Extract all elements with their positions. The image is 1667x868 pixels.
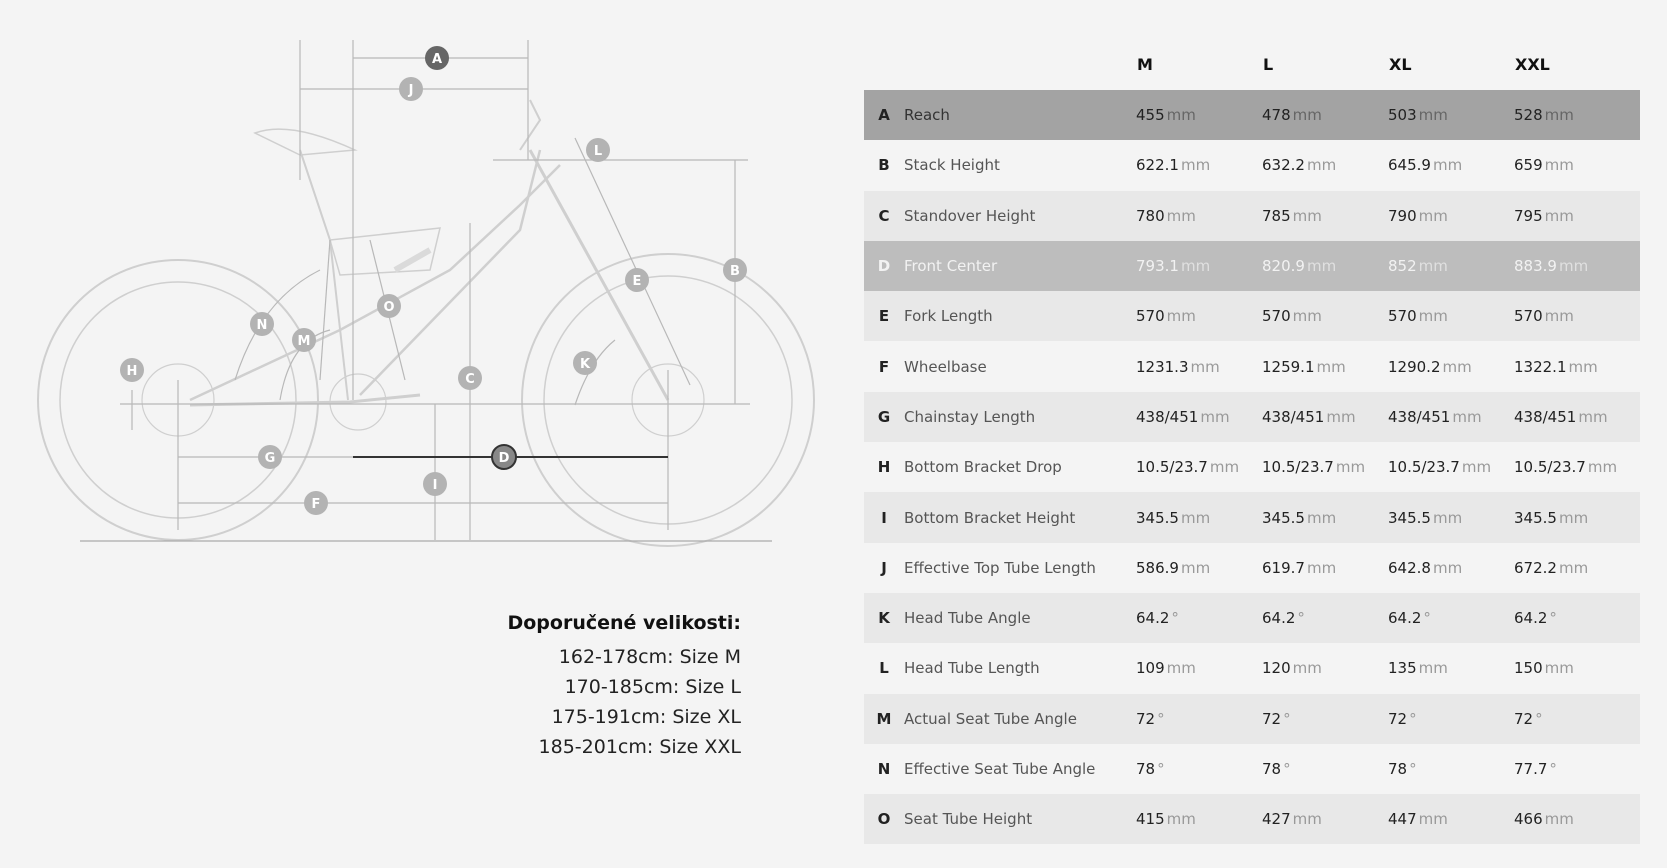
value-unit: mm [1544, 659, 1574, 678]
dimension-marker-m [292, 328, 316, 352]
value-number: 345.5 [1388, 508, 1431, 527]
row-value [1388, 794, 1514, 844]
value-number: 632.2 [1262, 156, 1305, 175]
dimension-marker-j [399, 77, 423, 101]
value-number: 570 [1388, 307, 1417, 326]
dimension-marker-c [458, 366, 482, 390]
row-value [1262, 191, 1388, 241]
table-row [864, 694, 1640, 744]
value-unit: mm [1209, 458, 1240, 477]
value-number: 64.2 [1514, 609, 1548, 628]
row-name: Head Tube Angle [904, 593, 1136, 643]
dimension-marker-e [625, 268, 649, 292]
row-value [1136, 543, 1262, 593]
value-number: 78 [1262, 760, 1282, 778]
value-unit: mm [1335, 458, 1366, 477]
row-name: Reach [904, 90, 1136, 140]
dimension-marker-label: I [432, 478, 438, 493]
value-unit: ° [1297, 609, 1305, 628]
value-number: 109 [1136, 659, 1165, 678]
dimension-marker-o [377, 294, 401, 318]
value-number: 438/451 [1514, 407, 1577, 426]
row-value [1262, 241, 1388, 291]
value-number: 10.5/23.7 [1388, 458, 1460, 477]
row-letter: C [864, 191, 904, 241]
dimension-marker-label: E [632, 274, 642, 289]
value-number: 1259.1 [1262, 357, 1315, 376]
value-unit: ° [1535, 709, 1543, 728]
dimension-marker-label: F [311, 497, 321, 512]
value-unit: mm [1432, 156, 1463, 175]
row-value [1388, 694, 1514, 744]
recommended-sizes [507, 612, 741, 762]
dimension-marker-label: C [465, 372, 475, 387]
row-letter: M [864, 694, 904, 744]
value-number: 622.1 [1136, 156, 1179, 175]
value-number: 72 [1262, 709, 1282, 728]
value-unit: mm [1558, 508, 1589, 527]
value-number: 438/451 [1388, 407, 1451, 426]
value-unit: mm [1180, 558, 1211, 577]
value-unit: mm [1166, 659, 1196, 678]
row-value [1388, 392, 1514, 442]
row-letter: F [864, 341, 904, 391]
row-value [1514, 593, 1640, 643]
value-unit: mm [1418, 810, 1448, 829]
row-value [1262, 593, 1388, 643]
row-name: Fork Length [904, 291, 1136, 341]
row-value [1136, 643, 1262, 693]
value-number: 10.5/23.7 [1514, 458, 1586, 477]
row-value [1136, 442, 1262, 492]
value-number: 72 [1136, 709, 1156, 728]
value-unit: mm [1180, 156, 1211, 175]
value-unit: mm [1306, 508, 1337, 527]
row-value [1136, 392, 1262, 442]
value-number: 78 [1388, 760, 1408, 778]
value-number: 780 [1136, 206, 1165, 225]
row-value [1514, 543, 1640, 593]
value-unit: mm [1461, 458, 1492, 477]
value-unit: mm [1418, 206, 1448, 225]
table-row [864, 341, 1640, 391]
dimension-marker-n [250, 312, 274, 336]
row-value [1514, 90, 1640, 140]
value-unit: mm [1292, 106, 1322, 125]
row-value [1136, 694, 1262, 744]
row-value [1136, 341, 1262, 391]
row-name: Chainstay Length [904, 392, 1136, 442]
value-unit: ° [1423, 609, 1431, 628]
row-letter: E [864, 291, 904, 341]
value-unit: mm [1432, 508, 1463, 527]
row-name: Stack Height [904, 140, 1136, 190]
row-value [1514, 341, 1640, 391]
value-unit: mm [1180, 508, 1211, 527]
row-value [1514, 794, 1640, 844]
value-number: 72 [1514, 709, 1534, 728]
row-value [1262, 291, 1388, 341]
row-letter: L [864, 643, 904, 693]
dimension-marker-l [586, 138, 610, 162]
value-unit: ° [1549, 760, 1557, 778]
recommended-sizes-title: Doporučené velikosti: [507, 612, 741, 634]
value-unit: ° [1157, 709, 1165, 728]
value-number: 10.5/23.7 [1136, 458, 1208, 477]
dimension-marker-label: M [297, 334, 311, 349]
bike-geometry-diagram [0, 0, 860, 580]
table-row [864, 442, 1640, 492]
value-number: 455 [1136, 106, 1165, 125]
value-number: 642.8 [1388, 558, 1431, 577]
dimension-marker-i [423, 472, 447, 496]
dimension-marker-label: O [383, 300, 395, 315]
row-value [1388, 241, 1514, 291]
value-number: 447 [1388, 810, 1417, 829]
row-value [1514, 492, 1640, 542]
table-row [864, 90, 1640, 140]
value-number: 415 [1136, 810, 1165, 829]
value-number: 77.7 [1514, 760, 1548, 778]
size-header-l: L [1263, 54, 1274, 74]
value-unit: mm [1180, 257, 1211, 276]
row-value [1262, 140, 1388, 190]
row-name: Seat Tube Height [904, 794, 1136, 844]
row-value [1514, 241, 1640, 291]
value-unit: mm [1432, 558, 1463, 577]
row-value [1136, 291, 1262, 341]
row-letter: H [864, 442, 904, 492]
row-value [1514, 442, 1640, 492]
table-row [864, 794, 1640, 844]
row-value [1136, 191, 1262, 241]
row-name: Head Tube Length [904, 643, 1136, 693]
value-unit: mm [1544, 810, 1574, 829]
row-letter: A [864, 90, 904, 140]
value-unit: mm [1418, 307, 1448, 326]
value-unit: mm [1452, 407, 1482, 426]
value-unit: mm [1292, 206, 1322, 225]
value-number: 345.5 [1136, 508, 1179, 527]
table-row [864, 744, 1640, 794]
value-number: 645.9 [1388, 156, 1431, 175]
value-number: 659 [1514, 156, 1543, 175]
value-number: 478 [1262, 106, 1291, 125]
table-row [864, 643, 1640, 693]
dimension-marker-label: N [256, 318, 268, 333]
value-unit: mm [1166, 307, 1196, 326]
dimension-marker-label: L [593, 144, 603, 159]
value-unit: mm [1166, 206, 1196, 225]
value-unit: mm [1292, 810, 1322, 829]
value-number: 795 [1514, 206, 1543, 225]
value-number: 790 [1388, 206, 1417, 225]
row-value [1514, 392, 1640, 442]
row-letter: K [864, 593, 904, 643]
dimension-marker-label: A [431, 52, 443, 67]
value-unit: mm [1578, 407, 1608, 426]
value-number: 793.1 [1136, 257, 1179, 276]
row-letter: I [864, 492, 904, 542]
row-value [1262, 392, 1388, 442]
dimension-marker-b [723, 258, 747, 282]
value-unit: mm [1544, 106, 1574, 125]
value-number: 570 [1262, 307, 1291, 326]
value-number: 150 [1514, 659, 1543, 678]
value-number: 438/451 [1262, 407, 1325, 426]
value-number: 72 [1388, 709, 1408, 728]
row-value [1262, 90, 1388, 140]
value-number: 10.5/23.7 [1262, 458, 1334, 477]
value-number: 820.9 [1262, 257, 1305, 276]
row-value [1262, 794, 1388, 844]
value-unit: mm [1166, 106, 1196, 125]
dimension-marker-label: G [264, 451, 276, 466]
value-unit: mm [1587, 458, 1618, 477]
size-header-xxl: XXL [1515, 54, 1550, 74]
row-value [1388, 643, 1514, 693]
row-value [1136, 140, 1262, 190]
value-unit: mm [1544, 156, 1574, 175]
value-number: 64.2 [1262, 609, 1296, 628]
value-unit: mm [1418, 659, 1448, 678]
dimension-marker-label: D [498, 451, 510, 466]
value-unit: mm [1442, 357, 1472, 376]
value-unit: mm [1292, 659, 1322, 678]
row-value [1388, 543, 1514, 593]
value-number: 427 [1262, 810, 1291, 829]
row-value [1388, 593, 1514, 643]
row-value [1514, 191, 1640, 241]
row-value [1388, 341, 1514, 391]
value-unit: mm [1306, 257, 1337, 276]
table-header-row [864, 38, 1640, 90]
value-number: 503 [1388, 106, 1417, 125]
geometry-table [864, 38, 1640, 844]
row-value [1262, 492, 1388, 542]
row-letter: D [864, 241, 904, 291]
value-number: 570 [1136, 307, 1165, 326]
value-unit: mm [1544, 206, 1574, 225]
row-value [1388, 291, 1514, 341]
dimension-marker-k [573, 351, 597, 375]
value-number: 64.2 [1388, 609, 1422, 628]
value-unit: ° [1409, 709, 1417, 728]
value-number: 619.7 [1262, 558, 1305, 577]
value-unit: mm [1568, 357, 1598, 376]
dimension-marker-label: H [126, 364, 138, 379]
row-value [1388, 140, 1514, 190]
value-unit: mm [1316, 357, 1346, 376]
table-row [864, 593, 1640, 643]
value-number: 438/451 [1136, 407, 1199, 426]
value-number: 120 [1262, 659, 1291, 678]
dimension-marker-label: B [730, 264, 740, 279]
row-value [1388, 442, 1514, 492]
row-value [1514, 694, 1640, 744]
row-value [1388, 492, 1514, 542]
dimension-marker-label: K [579, 357, 591, 372]
recommendation-line: 162-178cm: Size M [558, 646, 741, 668]
value-unit: ° [1157, 760, 1165, 778]
row-value [1262, 442, 1388, 492]
value-number: 1290.2 [1388, 357, 1441, 376]
dimension-marker-d [492, 445, 516, 469]
row-letter: N [864, 744, 904, 794]
value-unit: mm [1306, 156, 1337, 175]
value-unit: mm [1190, 357, 1220, 376]
row-name: Bottom Bracket Height [904, 492, 1136, 542]
row-value [1136, 744, 1262, 794]
dimension-marker-f [304, 491, 328, 515]
value-number: 345.5 [1514, 508, 1557, 527]
size-header-m: M [1137, 54, 1153, 74]
value-unit: ° [1283, 760, 1291, 778]
value-number: 883.9 [1514, 257, 1557, 276]
row-name: Front Center [904, 241, 1136, 291]
value-unit: mm [1306, 558, 1337, 577]
value-number: 672.2 [1514, 558, 1557, 577]
dimension-marker-a [425, 46, 449, 70]
size-header-xl: XL [1389, 54, 1412, 74]
value-number: 1231.3 [1136, 357, 1189, 376]
value-number: 785 [1262, 206, 1291, 225]
row-value [1388, 191, 1514, 241]
row-value [1136, 593, 1262, 643]
value-unit: mm [1200, 407, 1230, 426]
table-row [864, 241, 1640, 291]
row-value [1514, 140, 1640, 190]
table-row [864, 543, 1640, 593]
value-unit: mm [1418, 257, 1448, 276]
value-number: 1322.1 [1514, 357, 1567, 376]
row-letter: B [864, 140, 904, 190]
row-value [1136, 241, 1262, 291]
row-value [1136, 90, 1262, 140]
value-number: 78 [1136, 760, 1156, 778]
value-number: 466 [1514, 810, 1543, 829]
row-value [1514, 291, 1640, 341]
recommendation-line: 185-201cm: Size XXL [538, 736, 741, 758]
value-number: 135 [1388, 659, 1417, 678]
value-unit: ° [1283, 709, 1291, 728]
row-value [1514, 643, 1640, 693]
recommendation-line: 170-185cm: Size L [564, 676, 741, 698]
row-letter: J [864, 543, 904, 593]
row-name: Effective Top Tube Length [904, 543, 1136, 593]
value-unit: mm [1418, 106, 1448, 125]
value-unit: mm [1166, 810, 1196, 829]
row-value [1262, 543, 1388, 593]
table-row [864, 392, 1640, 442]
row-value [1262, 694, 1388, 744]
row-name: Standover Height [904, 191, 1136, 241]
row-value [1514, 744, 1640, 794]
row-value [1262, 744, 1388, 794]
value-unit: mm [1544, 307, 1574, 326]
value-number: 345.5 [1262, 508, 1305, 527]
row-value [1262, 643, 1388, 693]
row-letter: O [864, 794, 904, 844]
table-row [864, 492, 1640, 542]
value-unit: mm [1292, 307, 1322, 326]
value-number: 64.2 [1136, 609, 1170, 628]
recommendation-line: 175-191cm: Size XL [551, 706, 741, 728]
table-row [864, 140, 1640, 190]
row-name: Bottom Bracket Drop [904, 442, 1136, 492]
value-unit: mm [1558, 257, 1589, 276]
row-value [1262, 341, 1388, 391]
value-unit: ° [1409, 760, 1417, 778]
dimension-marker-h [120, 358, 144, 382]
table-row [864, 291, 1640, 341]
row-letter: G [864, 392, 904, 442]
row-name: Actual Seat Tube Angle [904, 694, 1136, 744]
table-row [864, 191, 1640, 241]
value-unit: ° [1171, 609, 1179, 628]
value-number: 528 [1514, 106, 1543, 125]
row-name: Wheelbase [904, 341, 1136, 391]
row-value [1136, 492, 1262, 542]
value-number: 570 [1514, 307, 1543, 326]
row-value [1388, 744, 1514, 794]
row-value [1388, 90, 1514, 140]
value-unit: mm [1558, 558, 1589, 577]
row-name: Effective Seat Tube Angle [904, 744, 1136, 794]
dimension-marker-g [258, 445, 282, 469]
value-unit: mm [1326, 407, 1356, 426]
value-number: 586.9 [1136, 558, 1179, 577]
dimension-marker-label: J [408, 83, 414, 98]
value-number: 852 [1388, 257, 1417, 276]
value-unit: ° [1549, 609, 1557, 628]
bike-drawing [0, 0, 860, 580]
row-value [1136, 794, 1262, 844]
